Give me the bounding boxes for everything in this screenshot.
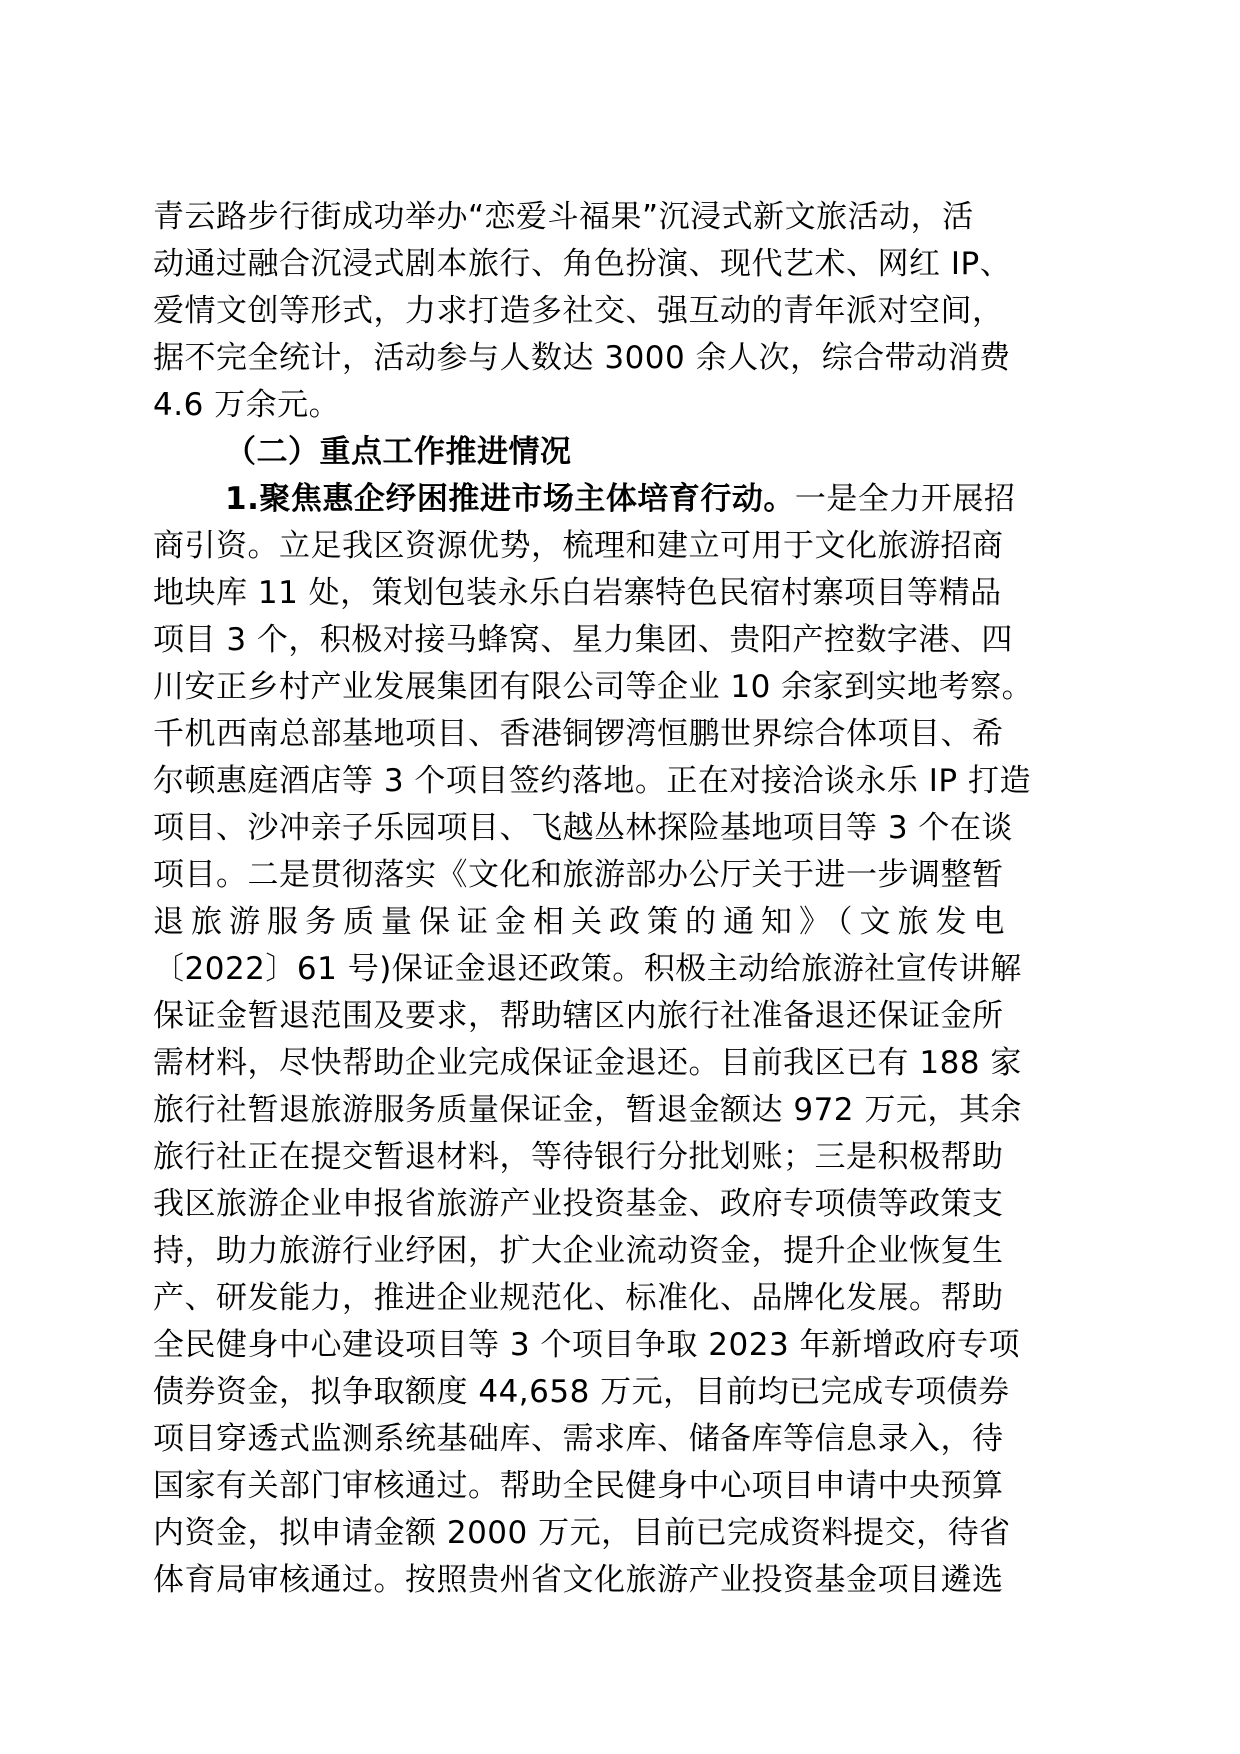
item-first-line-text: 一是全力开展招: [794, 481, 1016, 517]
paragraph-line: 退旅游服务质量保证金相关政策的通知》（文旅发电: [153, 904, 1012, 940]
paragraph-line: 尔顿惠庭酒店等 3 个项目签约落地。正在对接洽谈永乐 IP 打造: [153, 763, 1031, 799]
paragraph-line: 川安正乡村产业发展集团有限公司等企业 10 余家到实地考察。: [153, 669, 1034, 705]
item-title: 1.聚焦惠企纾困推进市场主体培育行动。: [225, 481, 795, 517]
paragraph-line: 内资金，拟申请金额 2000 万元，目前已完成资料提交，待省: [153, 1515, 1011, 1551]
paragraph-line: 国家有关部门审核通过。帮助全民健身中心项目申请中央预算: [153, 1468, 1004, 1504]
paragraph-line: 据不完全统计，活动参与人数达 3000 余人次，综合带动消费: [153, 340, 1011, 376]
paragraph-line: 商引资。立足我区资源优势，梳理和建立可用于文化旅游招商: [153, 528, 1004, 564]
body-text: [153, 194, 1083, 1604]
paragraph-line: 千机西南总部基地项目、香港铜锣湾恒鹏世界综合体项目、希: [153, 716, 1004, 752]
paragraph-line: 持，助力旅游行业纾困，扩大企业流动资金，提升企业恢复生: [153, 1233, 1004, 1269]
paragraph-line: 旅行社暂退旅游服务质量保证金，暂退金额达 972 万元，其余: [153, 1092, 1022, 1128]
paragraph-line: 〔2022〕61 号)保证金退还政策。积极主动给旅游社宣传讲解: [153, 951, 1022, 987]
paragraph-line: 项目 3 个，积极对接马蜂窝、星力集团、贵阳产控数字港、四: [153, 622, 1013, 658]
paragraph-line: 保证金暂退范围及要求，帮助辖区内旅行社准备退还保证金所: [153, 998, 1004, 1034]
paragraph-line: 项目。二是贯彻落实《文化和旅游部办公厅关于进一步调整暂: [153, 857, 1004, 893]
paragraph-line: 需材料，尽快帮助企业完成保证金退还。目前我区已有 188 家: [153, 1045, 1022, 1081]
paragraph-line: 旅行社正在提交暂退材料，等待银行分批划账；三是积极帮助: [153, 1139, 1004, 1175]
paragraph-line: 项目穿透式监测系统基础库、需求库、储备库等信息录入，待: [153, 1421, 1004, 1457]
paragraph-line: 爱情文创等形式，力求打造多社交、强互动的青年派对空间，: [153, 293, 1004, 329]
item-first-line: [153, 476, 1083, 523]
paragraph-line: 体育局审核通过。按照贵州省文化旅游产业投资基金项目遴选: [153, 1562, 1004, 1598]
paragraph-line: 全民健身中心建设项目等 3 个项目争取 2023 年新增政府专项: [153, 1327, 1021, 1363]
paragraph-line: 债券资金，拟争取额度 44,658 万元，目前均已完成专项债券: [153, 1374, 1010, 1410]
paragraph-line: 青云路步行街成功举办“恋爱斗福果”沉浸式新文旅活动，活: [153, 199, 974, 235]
paragraph-line: 地块库 11 处，策划包装永乐白岩寨特色民宿村寨项目等精品: [153, 575, 1002, 611]
paragraph-line: 动通过融合沉浸式剧本旅行、角色扮演、现代艺术、网红 IP、: [153, 246, 1012, 282]
paragraph-line: 产、研发能力，推进企业规范化、标准化、品牌化发展。帮助: [153, 1280, 1004, 1316]
section-heading: （二）重点工作推进情况: [225, 434, 572, 470]
paragraph-line: 4.6 万余元。: [153, 387, 341, 423]
paragraph-line: 项目、沙冲亲子乐园项目、飞越丛林探险基地项目等 3 个在谈: [153, 810, 1013, 846]
paragraph-line: 我区旅游企业申报省旅游产业投资基金、政府专项债等政策支: [153, 1186, 1004, 1222]
